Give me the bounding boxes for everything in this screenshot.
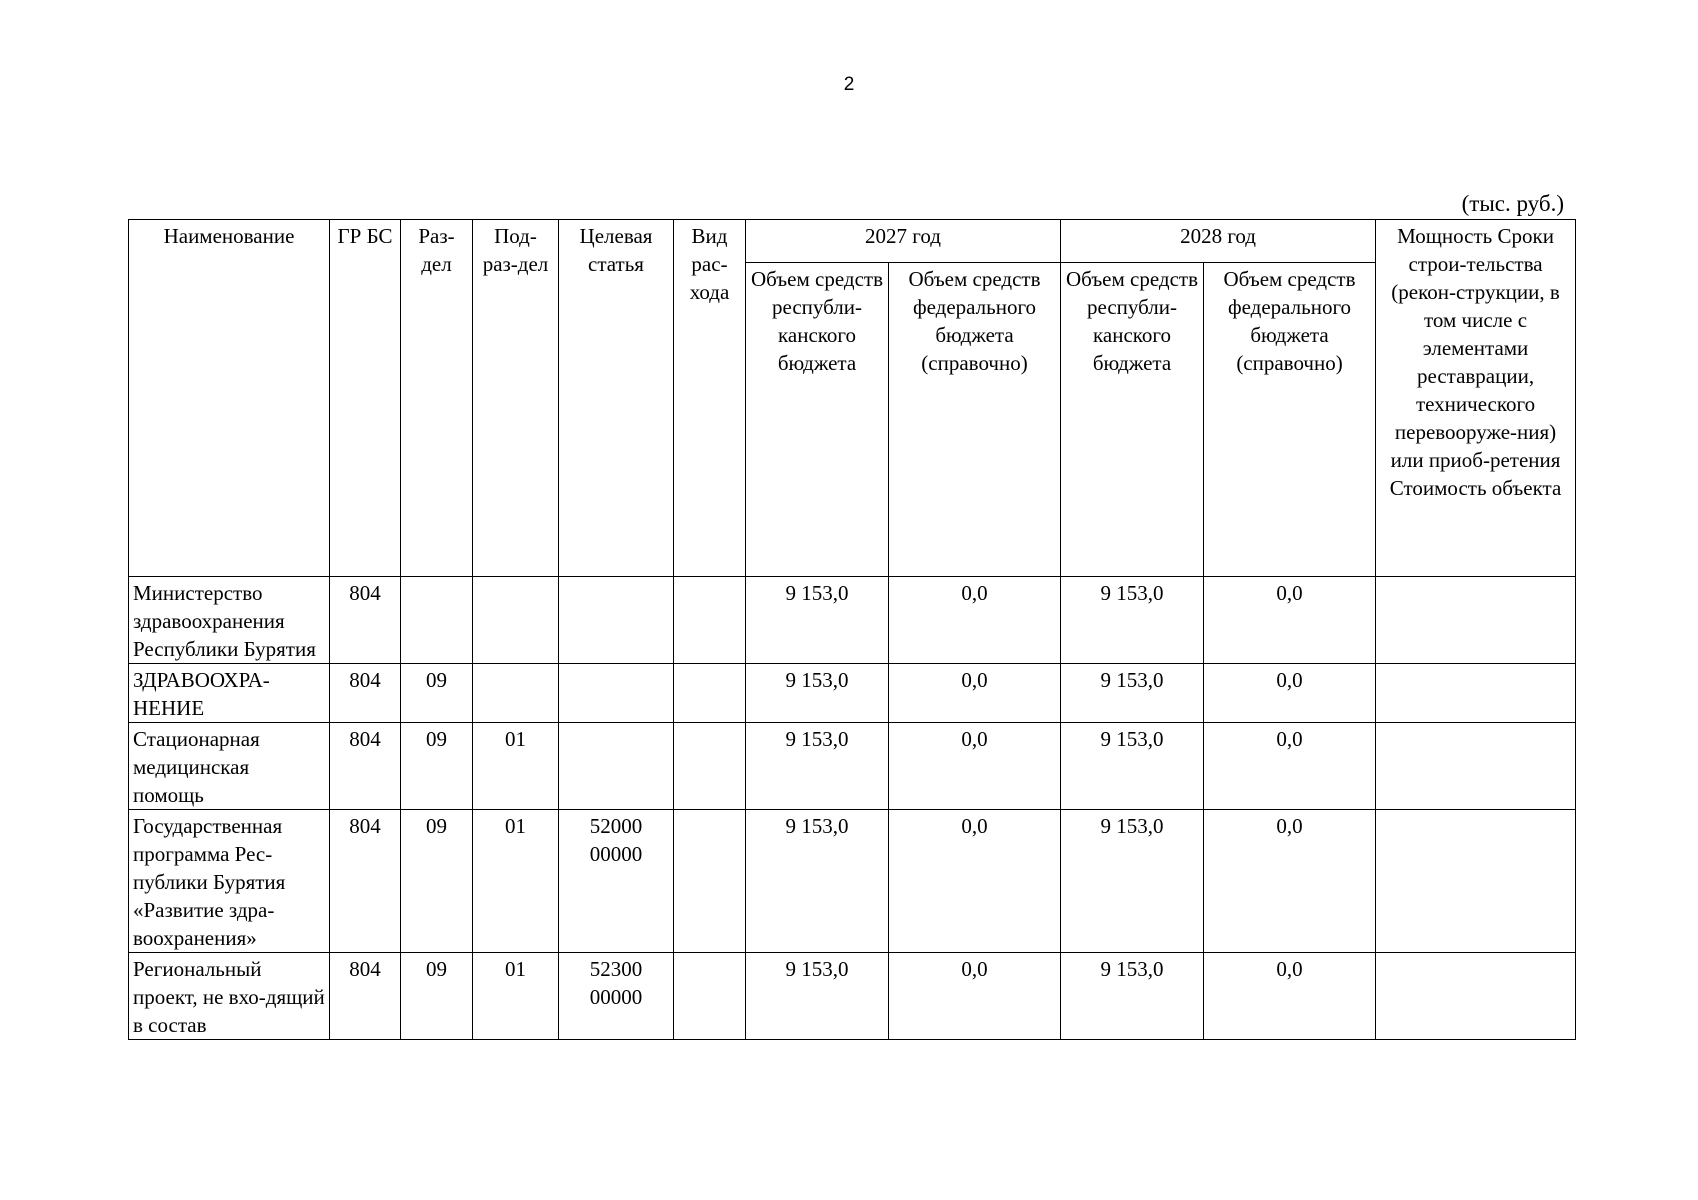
header-fed-budget-2028: Объем средств федерального бюджета (справочно) xyxy=(1204,263,1376,577)
budget-table xyxy=(128,219,1576,1040)
cell-fed-2028: 0,0 xyxy=(1204,664,1376,723)
cell-vid xyxy=(674,577,746,664)
table-row xyxy=(129,577,1576,664)
cell-podrazdel xyxy=(473,577,559,664)
cell-razdel: 09 xyxy=(401,810,473,953)
cell-target: 52000 00000 xyxy=(559,810,674,953)
cell-rep-2027: 9 153,0 xyxy=(746,664,889,723)
cell-podrazdel xyxy=(473,664,559,723)
cell-podrazdel: 01 xyxy=(473,953,559,1040)
cell-target xyxy=(559,577,674,664)
cell-fed-2027: 0,0 xyxy=(889,723,1061,810)
cell-name: Министерство здравоохранения Республики Бурятия xyxy=(129,577,330,664)
cell-fed-2027: 0,0 xyxy=(889,953,1061,1040)
cell-podrazdel: 01 xyxy=(473,723,559,810)
cell-target xyxy=(559,723,674,810)
cell-vid xyxy=(674,810,746,953)
table-row xyxy=(129,723,1576,810)
cell-grbs: 804 xyxy=(330,810,401,953)
cell-rep-2028: 9 153,0 xyxy=(1061,664,1204,723)
cell-fed-2028: 0,0 xyxy=(1204,953,1376,1040)
page-number: 2 xyxy=(843,74,855,95)
cell-podrazdel: 01 xyxy=(473,810,559,953)
cell-grbs: 804 xyxy=(330,953,401,1040)
cell-fed-2028: 0,0 xyxy=(1204,810,1376,953)
cell-fed-2028: 0,0 xyxy=(1204,577,1376,664)
cell-name: Региональный проект, не вхо-дящий в состав xyxy=(129,953,330,1040)
cell-target: 52300 00000 xyxy=(559,953,674,1040)
cell-capacity xyxy=(1376,664,1576,723)
header-target: Целевая статья xyxy=(559,220,674,577)
cell-razdel xyxy=(401,577,473,664)
cell-capacity xyxy=(1376,577,1576,664)
cell-fed-2027: 0,0 xyxy=(889,810,1061,953)
header-grbs: ГР БС xyxy=(330,220,401,577)
cell-capacity xyxy=(1376,810,1576,953)
header-fed-budget-2027: Объем средств федерального бюджета (справочно) xyxy=(889,263,1061,577)
header-rep-budget-2028: Объем средств республи-канского бюджета xyxy=(1061,263,1204,577)
table-row xyxy=(129,664,1576,723)
cell-razdel: 09 xyxy=(401,723,473,810)
header-razdel: Раз-дел xyxy=(401,220,473,577)
table-header-row xyxy=(129,220,1576,263)
header-rep-budget-2027: Объем средств республи-канского бюджета xyxy=(746,263,889,577)
header-capacity: Мощность Сроки строи-тельства (рекон-струкции, в том числе с элементами реставрации, технического перевооруже-ния) или приоб-ретения Стоимость объекта xyxy=(1376,220,1576,577)
cell-grbs: 804 xyxy=(330,723,401,810)
units-label: (тыс. руб.) xyxy=(1461,191,1564,216)
cell-rep-2027: 9 153,0 xyxy=(746,577,889,664)
cell-vid xyxy=(674,723,746,810)
cell-fed-2028: 0,0 xyxy=(1204,723,1376,810)
header-podrazdel: Под-раз-дел xyxy=(473,220,559,577)
cell-vid xyxy=(674,664,746,723)
cell-capacity xyxy=(1376,953,1576,1040)
cell-razdel: 09 xyxy=(401,664,473,723)
cell-fed-2027: 0,0 xyxy=(889,664,1061,723)
cell-rep-2027: 9 153,0 xyxy=(746,810,889,953)
cell-name: Стационарная медицинская помощь xyxy=(129,723,330,810)
header-name: Наименование xyxy=(129,220,330,577)
cell-grbs: 804 xyxy=(330,664,401,723)
header-year-2028: 2028 год xyxy=(1061,220,1376,263)
cell-rep-2028: 9 153,0 xyxy=(1061,577,1204,664)
table-row xyxy=(129,953,1576,1040)
header-year-2027: 2027 год xyxy=(746,220,1061,263)
cell-name: Государственная программа Рес-публики Бурятия «Развитие здра-воохранения» xyxy=(129,810,330,953)
cell-fed-2027: 0,0 xyxy=(889,577,1061,664)
cell-rep-2027: 9 153,0 xyxy=(746,953,889,1040)
cell-rep-2028: 9 153,0 xyxy=(1061,723,1204,810)
header-vid: Вид рас-хода xyxy=(674,220,746,577)
cell-razdel: 09 xyxy=(401,953,473,1040)
cell-capacity xyxy=(1376,723,1576,810)
cell-rep-2027: 9 153,0 xyxy=(746,723,889,810)
cell-target xyxy=(559,664,674,723)
cell-vid xyxy=(674,953,746,1040)
cell-rep-2028: 9 153,0 xyxy=(1061,953,1204,1040)
cell-grbs: 804 xyxy=(330,577,401,664)
cell-rep-2028: 9 153,0 xyxy=(1061,810,1204,953)
table-row xyxy=(129,810,1576,953)
cell-name: ЗДРАВООХРА-НЕНИЕ xyxy=(129,664,330,723)
